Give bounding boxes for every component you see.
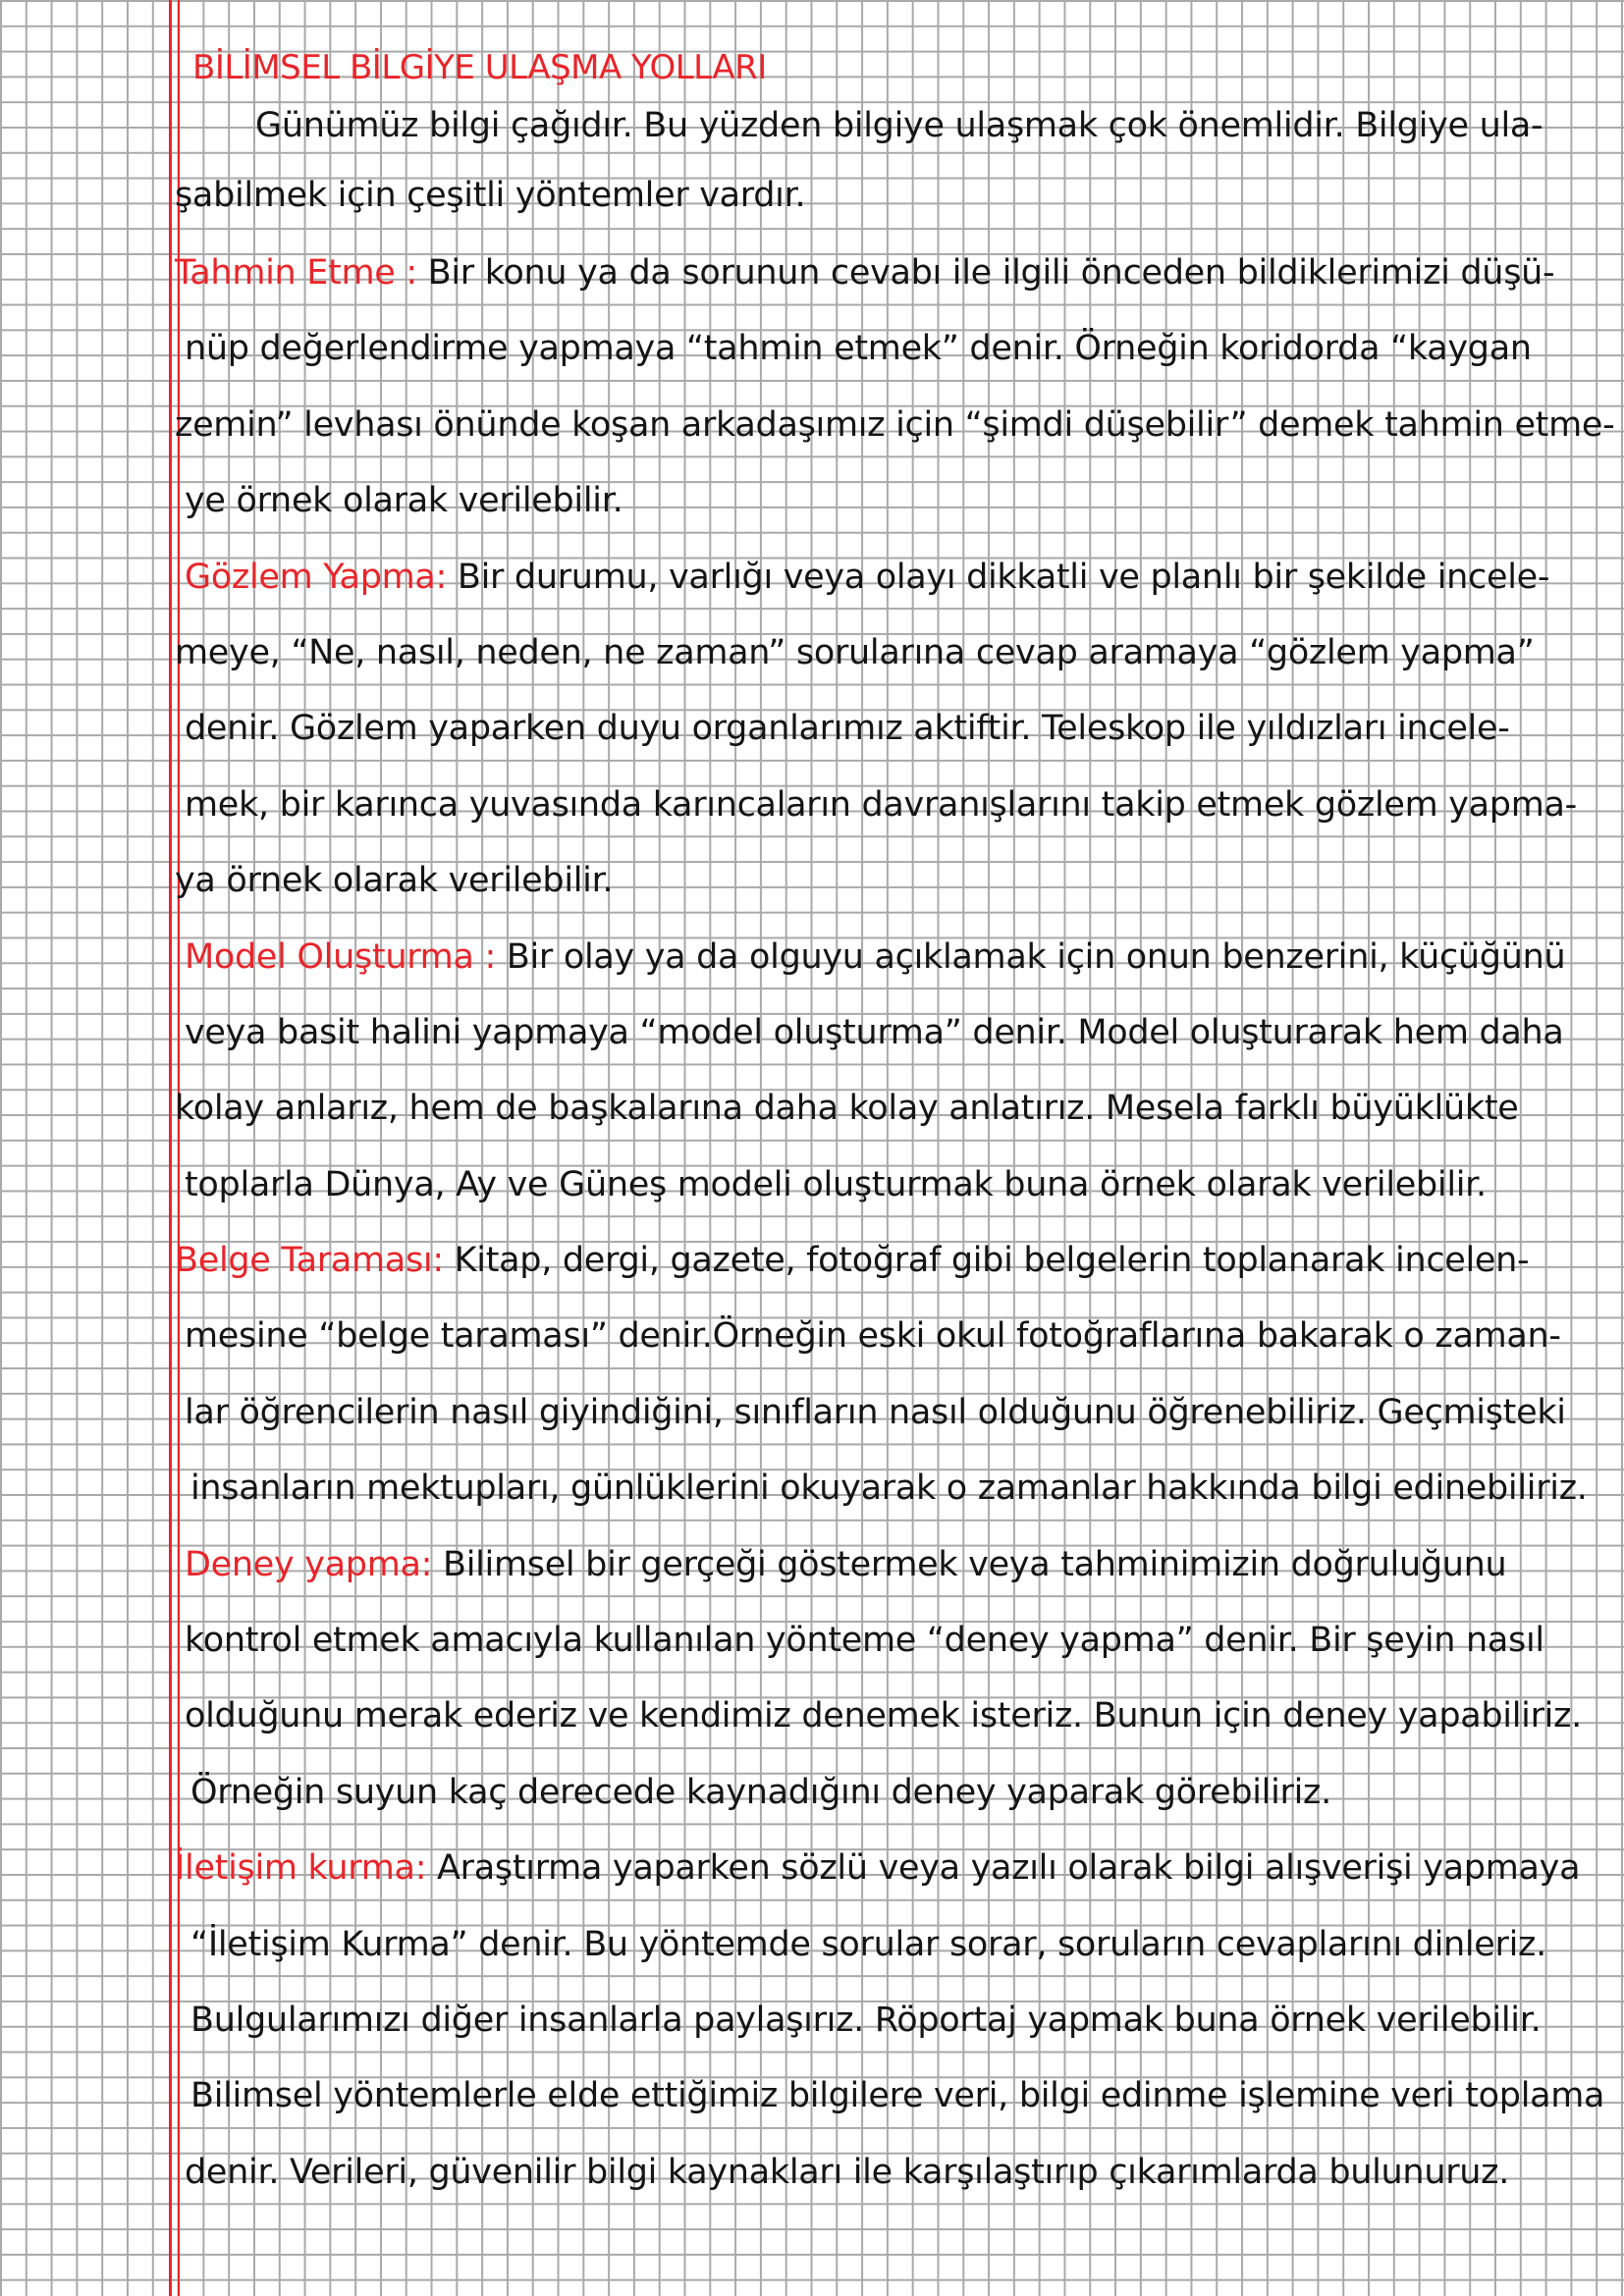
definition-text: Araştırma yaparken sözlü veya yazılı olarak bilgi alışverişi yapmaya xyxy=(426,1848,1581,1889)
section-heading-line xyxy=(175,540,1620,615)
term-label: Deney yapma: xyxy=(185,1544,433,1584)
body-line: ya örnek olarak verilebilir. xyxy=(175,861,614,901)
body-line: nüp değerlendirme yapmaya “tahmin etmek” denir. Örneğin koridorda “kaygan xyxy=(185,329,1532,369)
body-line: meye, “Ne, nasıl, neden, ne zaman” sorularına cevap aramaya “gözlem yapma” xyxy=(175,632,1535,672)
term-label: Model Oluşturma : xyxy=(185,936,496,977)
term-label: İletişim kurma: xyxy=(175,1848,427,1889)
definition-text: Kitap, dergi, gazete, fotoğraf gibi belgelerin toplanarak incelen- xyxy=(443,1241,1530,1281)
definition-text: Bilimsel bir gerçeği göstermek veya tahminimizin doğruluğunu xyxy=(432,1544,1507,1584)
definition-text: Bir durumu, varlığı veya olayı dikkatli ve planlı bir şekilde incele- xyxy=(447,557,1550,597)
body-line: Bilimsel yöntemlerle elde ettiğimiz bilgilere veri, bilgi edinme işlemine veri toplama xyxy=(190,2076,1605,2116)
definition-text: Bir olay ya da olguyu açıklamak için onun benzerini, küçüğünü xyxy=(495,936,1566,977)
term-label: Belge Taraması: xyxy=(175,1241,444,1281)
body-line: olduğunu merak ederiz ve kendimiz denemek isteriz. Bunun için deney yapabiliriz. xyxy=(185,1696,1582,1736)
body-line: kontrol etmek amacıyla kullanılan yönteme “deney yapma” denir. Bir şeyin nasıl xyxy=(185,1621,1544,1661)
section-heading-line xyxy=(175,920,1620,995)
body-line: insanların mektupları, günlüklerini okuyarak o zamanlar hakkında bilgi edinebiliriz. xyxy=(190,1468,1588,1509)
section-heading-line xyxy=(175,1831,1620,1906)
section-heading-line xyxy=(175,1527,1620,1603)
intro-line: şabilmek için çeşitli yöntemler vardır. xyxy=(175,176,806,215)
body-line: denir. Gözlem yaparken duyu organlarımız aktiftir. Teleskop ile yıldızları incele- xyxy=(185,709,1510,749)
body-line: toplarla Dünya, Ay ve Güneş modeli oluşturmak buna örnek olarak verilebilir. xyxy=(185,1164,1487,1204)
notebook-page xyxy=(175,39,1620,2211)
term-label: Gözlem Yapma: xyxy=(185,557,448,597)
body-line: lar öğrencilerin nasıl giyindiğini, sınıfların nasıl olduğunu öğrenebiliriz. Geçmişteki xyxy=(185,1392,1566,1432)
body-line: denir. Verileri, güvenilir bilgi kaynakları ile karşılaştırıp çıkarımlarda bulunuruz. xyxy=(185,2152,1510,2192)
margin-line xyxy=(169,0,172,2296)
body-line: “İletişim Kurma” denir. Bu yöntemde sorular sorar, soruların cevaplarını dinleriz. xyxy=(190,1924,1546,1964)
body-line: veya basit halini yapmaya “model oluşturma” denir. Model oluşturarak hem daha xyxy=(185,1012,1564,1052)
body-line: Örneğin suyun kaç derecede kaynadığını deney yaparak görebiliriz. xyxy=(190,1772,1331,1812)
body-line: mek, bir karınca yuvasında karıncaların davranışlarını takip etmek gözlem yapma- xyxy=(185,784,1577,825)
definition-text: Bir konu ya da sorunun cevabı ile ilgili önceden bildiklerimizi düşü- xyxy=(416,253,1555,293)
section-heading-line xyxy=(175,1223,1620,1299)
term-label: Tahmin Etme : xyxy=(175,253,417,293)
page-title: BİLİMSEL BİLGİYE ULAŞMA YOLLARI xyxy=(192,48,767,87)
body-line: zemin” levhası önünde koşan arkadaşımız için “şimdi düşebilir” demek tahmin etme- xyxy=(175,404,1615,445)
body-line: mesine “belge taraması” denir.Örneğin eski okul fotoğraflarına bakarak o zaman- xyxy=(185,1316,1561,1357)
body-line: kolay anlarız, hem de başkalarına daha kolay anlatırız. Mesela farklı büyüklükte xyxy=(175,1089,1519,1129)
body-line: Bulgularımızı diğer insanlarla paylaşırız. Röportaj yapmak buna örnek verilebilir. xyxy=(190,2000,1542,2040)
body-line: ye örnek olarak verilebilir. xyxy=(185,481,623,521)
intro-line: Günümüz bilgi çağıdır. Bu yüzden bilgiye ulaşmak çok önemlidir. Bilgiye ula- xyxy=(255,106,1543,145)
section-heading-line xyxy=(175,236,1620,311)
